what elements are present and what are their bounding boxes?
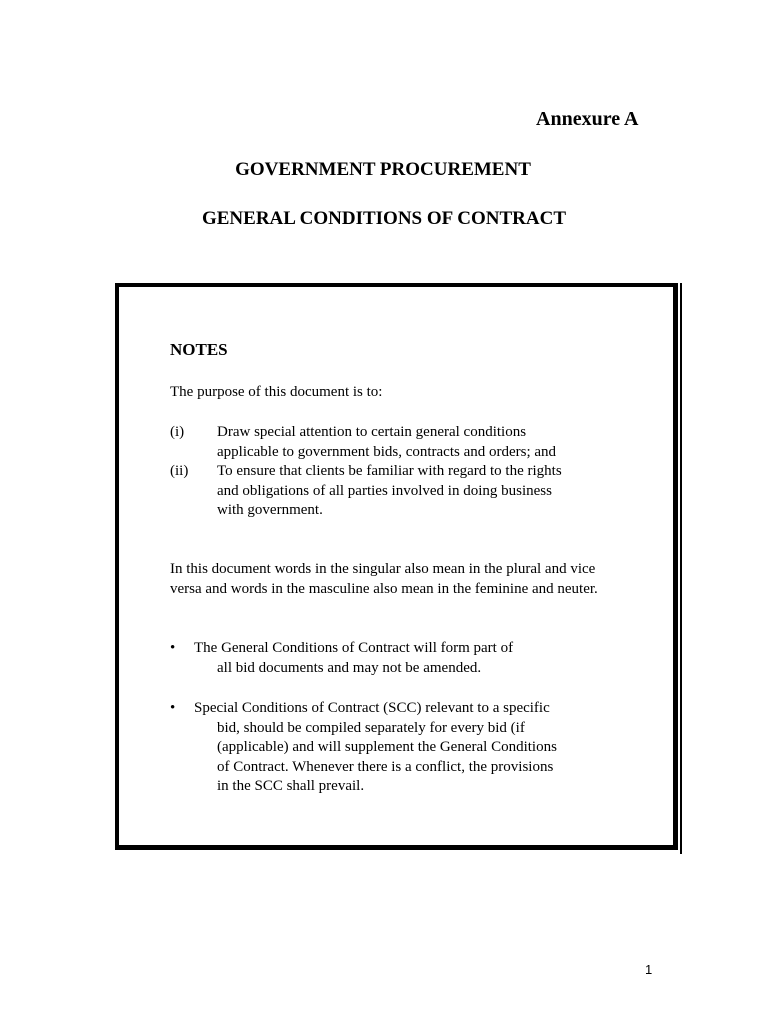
bullet-continuation: [217, 719, 557, 797]
bullet-line: all bid documents and may not be amended.: [217, 659, 482, 676]
bullet-continuation: [217, 659, 481, 679]
bullet-first-line: The General Conditions of Contract will form part of: [194, 640, 514, 656]
bullet-first-line: Special Conditions of Contract (SCC) relevant to a specific: [194, 700, 550, 716]
item-line: and obligations of all parties involved in doing business: [217, 482, 552, 499]
notes-intro: The purpose of this document is to:: [170, 384, 383, 400]
item-line: To ensure that clients be familiar with regard to the rights: [217, 463, 562, 479]
document-title-line-2: GENERAL CONDITIONS OF CONTRACT: [201, 208, 567, 229]
page-number: 1: [645, 962, 653, 977]
item-text: [217, 462, 562, 521]
annexure-label: Annexure A: [536, 108, 639, 130]
item-line: with government.: [217, 502, 323, 518]
item-text: [217, 423, 556, 462]
item-line: Draw special attention to certain general conditions: [217, 424, 527, 440]
item-marker: (ii): [170, 463, 189, 479]
bullet-line: bid, should be compiled separately for every bid (if: [217, 719, 525, 736]
bullet-dot-icon: •: [170, 700, 176, 716]
bullet-line: in the SCC shall prevail.: [217, 778, 365, 794]
item-marker: (i): [170, 424, 185, 440]
notes-heading: NOTES: [170, 340, 228, 359]
definition-paragraph: In this document words in the singular also mean in the plural and vice versa and words in the masculine also mean in the feminine and neuter.: [170, 561, 598, 597]
bullet-line: (applicable) and will supplement the General Conditions: [217, 739, 557, 755]
document-title-line-1: GOVERNMENT PROCUREMENT: [235, 159, 531, 180]
bullet-dot-icon: •: [170, 640, 176, 656]
item-line: applicable to government bids, contracts and orders; and: [217, 443, 557, 460]
bullet-line: of Contract. Whenever there is a conflict, the provisions: [217, 758, 554, 775]
